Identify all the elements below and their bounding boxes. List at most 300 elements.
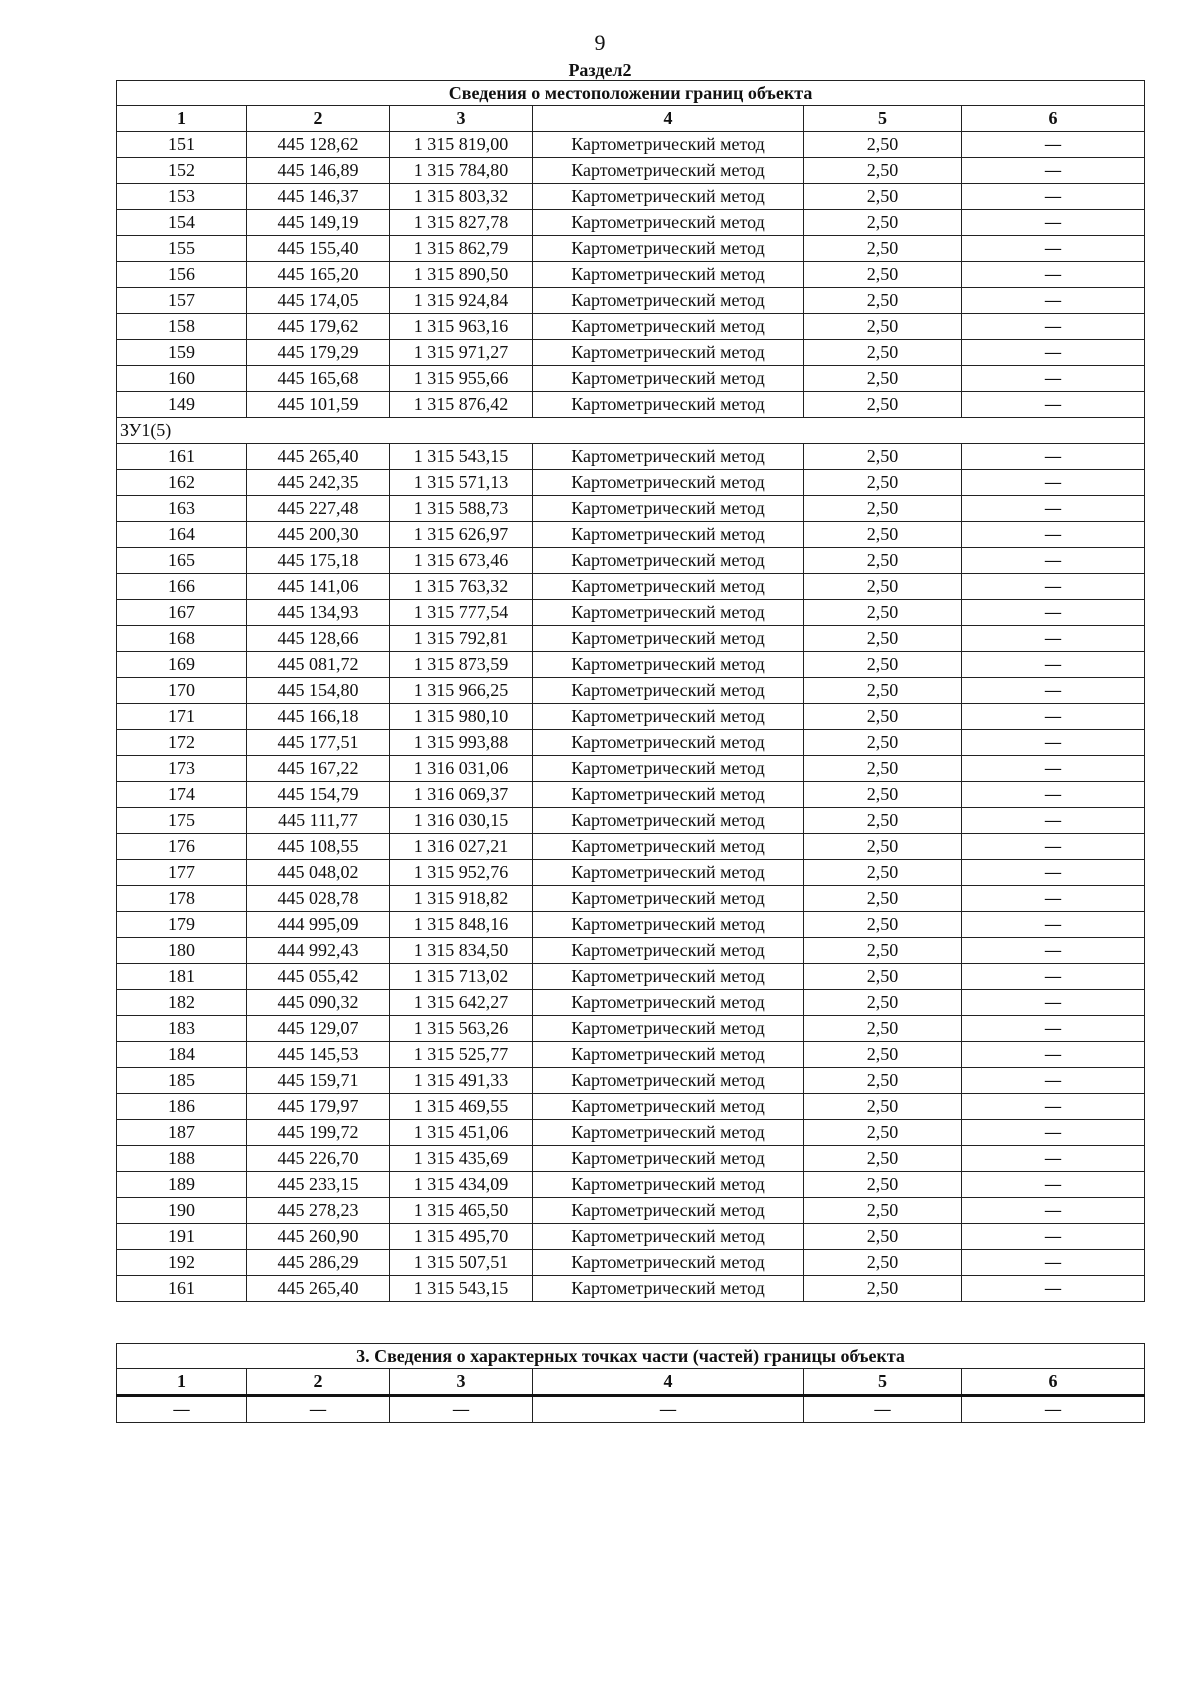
table-cell-col-3: 1 315 890,50 (390, 262, 533, 288)
table-cell-col-3: 1 315 626,97 (390, 522, 533, 548)
table-cell-col-3: 1 315 993,88 (390, 730, 533, 756)
table-cell-col-2: 445 128,62 (247, 132, 390, 158)
table-cell-col-3: 1 315 971,27 (390, 340, 533, 366)
table-row (117, 496, 1145, 522)
table-cell-col-3: 1 315 777,54 (390, 600, 533, 626)
table-cell-col-2: 445 179,62 (247, 314, 390, 340)
table-cell-col-3: 1 315 563,26 (390, 1016, 533, 1042)
table-row (117, 210, 1145, 236)
table-cell-col-6: — (962, 158, 1145, 184)
table-cell-col-5: 2,50 (804, 470, 962, 496)
table-row (117, 964, 1145, 990)
table-cell-col-4: Картометрический метод (533, 886, 804, 912)
table-cell-col-5: 2,50 (804, 288, 962, 314)
table-cell-col-5: 2,50 (804, 808, 962, 834)
column-header-4: 4 (533, 1369, 804, 1396)
table-cell-col-5: 2,50 (804, 158, 962, 184)
table-row (117, 184, 1145, 210)
table-cell-col-1: 169 (117, 652, 247, 678)
table-row (117, 1042, 1145, 1068)
table-cell-col-2: 445 174,05 (247, 288, 390, 314)
table-row (117, 1198, 1145, 1224)
table-cell-col-3: 1 315 543,15 (390, 1276, 533, 1302)
table-row (117, 938, 1145, 964)
table-cell-col-3: 1 315 713,02 (390, 964, 533, 990)
table-cell-col-6: — (962, 210, 1145, 236)
table-cell-col-3: — (390, 1396, 533, 1423)
table-cell-col-3: 1 315 491,33 (390, 1068, 533, 1094)
table-cell-col-6: — (962, 392, 1145, 418)
table-cell-col-6: — (962, 964, 1145, 990)
part-points-table (116, 1343, 1145, 1423)
table-cell-col-4: Картометрический метод (533, 548, 804, 574)
table-cell-col-1: 165 (117, 548, 247, 574)
table-caption: 3. Сведения о характерных точках части (частей) границы объекта (117, 1344, 1145, 1369)
table-cell-col-6: — (962, 756, 1145, 782)
table-cell-col-4: Картометрический метод (533, 1120, 804, 1146)
table-cell-col-5: 2,50 (804, 340, 962, 366)
table-cell-col-1: 160 (117, 366, 247, 392)
table-cell-col-2: 445 159,71 (247, 1068, 390, 1094)
table-cell-col-3: 1 315 924,84 (390, 288, 533, 314)
table-cell-col-3: 1 315 465,50 (390, 1198, 533, 1224)
table-cell-col-5: 2,50 (804, 496, 962, 522)
table-cell-col-4: Картометрический метод (533, 574, 804, 600)
table-cell-col-2: 445 145,53 (247, 1042, 390, 1068)
table-cell-col-4: Картометрический метод (533, 990, 804, 1016)
table-cell-col-2: 445 265,40 (247, 444, 390, 470)
table-cell-col-6: — (962, 522, 1145, 548)
column-header-6: 6 (962, 106, 1145, 132)
table-cell-col-2: 444 995,09 (247, 912, 390, 938)
table-cell-col-5: 2,50 (804, 1094, 962, 1120)
table-cell-col-6: — (962, 834, 1145, 860)
table-cell-col-4: Картометрический метод (533, 444, 804, 470)
table-cell-col-4: — (533, 1396, 804, 1423)
table-cell-col-6: — (962, 912, 1145, 938)
table-cell-col-6: — (962, 132, 1145, 158)
column-header-4: 4 (533, 106, 804, 132)
table-cell-col-3: 1 315 784,80 (390, 158, 533, 184)
table-cell-col-6: — (962, 470, 1145, 496)
table-row (117, 340, 1145, 366)
table-cell-col-2: 445 233,15 (247, 1172, 390, 1198)
table-cell-col-6: — (962, 1250, 1145, 1276)
table-cell-col-5: 2,50 (804, 1250, 962, 1276)
table-cell-col-1: 152 (117, 158, 247, 184)
table-cell-col-6: — (962, 886, 1145, 912)
table-cell-col-3: 1 315 876,42 (390, 392, 533, 418)
table-cell-col-6: — (962, 184, 1145, 210)
table-cell-col-3: 1 315 918,82 (390, 886, 533, 912)
table-cell-col-5: 2,50 (804, 1276, 962, 1302)
table-cell-col-3: 1 315 803,32 (390, 184, 533, 210)
table-cell-col-5: 2,50 (804, 652, 962, 678)
table-row (117, 860, 1145, 886)
table-cell-col-4: Картометрический метод (533, 938, 804, 964)
table-cell-col-5: 2,50 (804, 678, 962, 704)
table-cell-col-6: — (962, 548, 1145, 574)
table-cell-col-1: 164 (117, 522, 247, 548)
table-cell-col-4: Картометрический метод (533, 210, 804, 236)
table-cell-col-5: 2,50 (804, 860, 962, 886)
table-row (117, 990, 1145, 1016)
table-cell-col-1: 157 (117, 288, 247, 314)
table-cell-col-4: Картометрический метод (533, 184, 804, 210)
table-cell-col-2: 445 141,06 (247, 574, 390, 600)
table-cell-col-1: 151 (117, 132, 247, 158)
table-cell-col-5: 2,50 (804, 1016, 962, 1042)
table-row (117, 366, 1145, 392)
table-cell-col-6: — (962, 444, 1145, 470)
table-cell-col-5: 2,50 (804, 730, 962, 756)
table-cell-col-2: 445 260,90 (247, 1224, 390, 1250)
table-cell-col-4: Картометрический метод (533, 730, 804, 756)
table-cell-col-1: 183 (117, 1016, 247, 1042)
table-row (117, 1146, 1145, 1172)
table-cell-col-1: 179 (117, 912, 247, 938)
table-cell-col-2: 445 146,89 (247, 158, 390, 184)
table-row (117, 912, 1145, 938)
table-cell-col-3: 1 315 435,69 (390, 1146, 533, 1172)
table-cell-col-1: 167 (117, 600, 247, 626)
table-cell-col-6: — (962, 938, 1145, 964)
table-cell-col-4: Картометрический метод (533, 366, 804, 392)
table-row (117, 1120, 1145, 1146)
table-cell-col-3: 1 315 862,79 (390, 236, 533, 262)
table-cell-col-5: 2,50 (804, 886, 962, 912)
table-cell-col-6: — (962, 314, 1145, 340)
page-number: 9 (594, 30, 606, 55)
table-cell-col-1: 156 (117, 262, 247, 288)
table-cell-col-4: Картометрический метод (533, 236, 804, 262)
table-cell-col-2: 445 048,02 (247, 860, 390, 886)
table-cell-col-3: 1 315 673,46 (390, 548, 533, 574)
column-header-3: 3 (390, 106, 533, 132)
table-cell-col-3: 1 315 642,27 (390, 990, 533, 1016)
table-cell-col-4: Картометрический метод (533, 600, 804, 626)
table-row (117, 1016, 1145, 1042)
table-cell-col-2: 445 155,40 (247, 236, 390, 262)
table-cell-col-1: 175 (117, 808, 247, 834)
table-cell-col-5: 2,50 (804, 756, 962, 782)
table-cell-col-1: 191 (117, 1224, 247, 1250)
table-row (117, 1094, 1145, 1120)
table-row (117, 1276, 1145, 1302)
table-cell-col-4: Картометрический метод (533, 1224, 804, 1250)
table-cell-col-5: 2,50 (804, 626, 962, 652)
column-header-5: 5 (804, 1369, 962, 1396)
table-cell-col-1: 172 (117, 730, 247, 756)
table-cell-col-6: — (962, 574, 1145, 600)
table-cell-col-5: 2,50 (804, 574, 962, 600)
table-row (117, 1396, 1145, 1423)
table-cell-col-5: 2,50 (804, 912, 962, 938)
table-cell-col-6: — (962, 1224, 1145, 1250)
column-header-6: 6 (962, 1369, 1145, 1396)
group-label-row (117, 418, 1145, 444)
table-cell-col-2: 445 165,20 (247, 262, 390, 288)
table-cell-col-2: 444 992,43 (247, 938, 390, 964)
table-cell-col-1: 181 (117, 964, 247, 990)
table-cell-col-2: 445 028,78 (247, 886, 390, 912)
table-cell-col-3: 1 316 031,06 (390, 756, 533, 782)
table-cell-col-5: 2,50 (804, 1042, 962, 1068)
table-cell-col-1: 154 (117, 210, 247, 236)
table-row (117, 288, 1145, 314)
table-cell-col-6: — (962, 1120, 1145, 1146)
table-cell-col-5: 2,50 (804, 704, 962, 730)
table-cell-col-2: 445 265,40 (247, 1276, 390, 1302)
table-cell-col-1: 185 (117, 1068, 247, 1094)
table-cell-col-4: Картометрический метод (533, 704, 804, 730)
table-row (117, 1224, 1145, 1250)
table-cell-col-4: Картометрический метод (533, 496, 804, 522)
table-cell-col-2: 445 179,29 (247, 340, 390, 366)
table-cell-col-3: 1 316 069,37 (390, 782, 533, 808)
table-cell-col-4: Картометрический метод (533, 1146, 804, 1172)
table-cell-col-1: 174 (117, 782, 247, 808)
table-cell-col-6: — (962, 1068, 1145, 1094)
table-cell-col-3: 1 315 966,25 (390, 678, 533, 704)
table-row (117, 782, 1145, 808)
table-cell-col-4: Картометрический метод (533, 340, 804, 366)
table-cell-col-3: 1 315 588,73 (390, 496, 533, 522)
table-cell-col-2: 445 111,77 (247, 808, 390, 834)
table-cell-col-3: 1 316 030,15 (390, 808, 533, 834)
table-row (117, 444, 1145, 470)
table-cell-col-2: 445 166,18 (247, 704, 390, 730)
table-cell-col-2: 445 286,29 (247, 1250, 390, 1276)
table-cell-col-5: 2,50 (804, 1146, 962, 1172)
table-cell-col-1: 178 (117, 886, 247, 912)
table-row (117, 1068, 1145, 1094)
table-cell-col-4: Картометрический метод (533, 470, 804, 496)
table-cell-col-5: 2,50 (804, 1198, 962, 1224)
table-cell-col-6: — (962, 262, 1145, 288)
table-cell-col-4: Картометрический метод (533, 912, 804, 938)
table-cell-col-1: 180 (117, 938, 247, 964)
table-cell-col-5: 2,50 (804, 1120, 962, 1146)
table-cell-col-4: Картометрический метод (533, 782, 804, 808)
table-cell-col-4: Картометрический метод (533, 132, 804, 158)
table-cell-col-6: — (962, 1042, 1145, 1068)
table-cell-col-5: 2,50 (804, 782, 962, 808)
column-header-1: 1 (117, 106, 247, 132)
table-cell-col-1: 190 (117, 1198, 247, 1224)
table-cell-col-6: — (962, 652, 1145, 678)
table-caption: Сведения о местоположении границ объекта (117, 81, 1145, 106)
table-cell-col-5: 2,50 (804, 522, 962, 548)
table-cell-col-2: 445 146,37 (247, 184, 390, 210)
table-row (117, 704, 1145, 730)
table-cell-col-2: 445 154,79 (247, 782, 390, 808)
table-row (117, 158, 1145, 184)
table-cell-col-2: 445 129,07 (247, 1016, 390, 1042)
column-header-1: 1 (117, 1369, 247, 1396)
table-cell-col-2: 445 090,32 (247, 990, 390, 1016)
table-cell-col-2: 445 165,68 (247, 366, 390, 392)
table-cell-col-4: Картометрический метод (533, 860, 804, 886)
table-cell-col-4: Картометрический метод (533, 834, 804, 860)
table-cell-col-1: 162 (117, 470, 247, 496)
table-cell-col-2: 445 154,80 (247, 678, 390, 704)
table-row (117, 314, 1145, 340)
table-cell-col-3: 1 315 763,32 (390, 574, 533, 600)
table-cell-col-6: — (962, 990, 1145, 1016)
table-cell-col-4: Картометрический метод (533, 1172, 804, 1198)
table-cell-col-6: — (962, 626, 1145, 652)
table-cell-col-6: — (962, 730, 1145, 756)
table-cell-col-6: — (962, 1396, 1145, 1423)
table-cell-col-4: Картометрический метод (533, 626, 804, 652)
table-row (117, 834, 1145, 860)
table-row (117, 756, 1145, 782)
table-cell-col-4: Картометрический метод (533, 1094, 804, 1120)
table-cell-col-4: Картометрический метод (533, 158, 804, 184)
table-cell-col-6: — (962, 782, 1145, 808)
table-cell-col-6: — (962, 366, 1145, 392)
table-cell-col-1: 149 (117, 392, 247, 418)
table-cell-col-4: Картометрический метод (533, 964, 804, 990)
table-cell-col-5: 2,50 (804, 548, 962, 574)
table-row (117, 678, 1145, 704)
table-row (117, 652, 1145, 678)
table-cell-col-3: 1 315 434,09 (390, 1172, 533, 1198)
table-row (117, 392, 1145, 418)
table-cell-col-1: 171 (117, 704, 247, 730)
table-row (117, 730, 1145, 756)
table-cell-col-6: — (962, 1146, 1145, 1172)
table-cell-col-2: 445 167,22 (247, 756, 390, 782)
table-cell-col-6: — (962, 860, 1145, 886)
table-cell-col-2: 445 226,70 (247, 1146, 390, 1172)
table-cell-col-2: 445 128,66 (247, 626, 390, 652)
table-cell-col-2: 445 101,59 (247, 392, 390, 418)
table-cell-col-4: Картометрический метод (533, 262, 804, 288)
table-cell-col-3: 1 315 571,13 (390, 470, 533, 496)
table-cell-col-5: 2,50 (804, 600, 962, 626)
table-cell-col-3: 1 315 507,51 (390, 1250, 533, 1276)
boundary-location-table (116, 80, 1145, 1302)
table-cell-col-3: 1 315 525,77 (390, 1042, 533, 1068)
table-cell-col-4: Картометрический метод (533, 756, 804, 782)
table-cell-col-2: 445 055,42 (247, 964, 390, 990)
table-row (117, 600, 1145, 626)
table-cell-col-2: 445 199,72 (247, 1120, 390, 1146)
table-cell-col-2: — (247, 1396, 390, 1423)
table-cell-col-3: 1 315 792,81 (390, 626, 533, 652)
table-cell-col-3: 1 315 963,16 (390, 314, 533, 340)
table-cell-col-1: 173 (117, 756, 247, 782)
table-cell-col-1: 188 (117, 1146, 247, 1172)
table-row (117, 262, 1145, 288)
table-cell-col-6: — (962, 600, 1145, 626)
table-cell-col-3: 1 315 819,00 (390, 132, 533, 158)
table-cell-col-4: Картометрический метод (533, 678, 804, 704)
table-cell-col-5: 2,50 (804, 1068, 962, 1094)
table-row (117, 236, 1145, 262)
table-row (117, 470, 1145, 496)
table-cell-col-4: Картометрический метод (533, 1042, 804, 1068)
table-cell-col-1: 176 (117, 834, 247, 860)
table-cell-col-2: 445 134,93 (247, 600, 390, 626)
table-cell-col-4: Картометрический метод (533, 1016, 804, 1042)
table-cell-col-2: 445 200,30 (247, 522, 390, 548)
table-cell-col-2: 445 278,23 (247, 1198, 390, 1224)
table-row (117, 626, 1145, 652)
table-cell-col-5: 2,50 (804, 210, 962, 236)
table-cell-col-6: — (962, 1172, 1145, 1198)
table-cell-col-1: 170 (117, 678, 247, 704)
table-cell-col-5: 2,50 (804, 1224, 962, 1250)
table-row (117, 1250, 1145, 1276)
table-cell-col-5: 2,50 (804, 834, 962, 860)
table-cell-col-5: 2,50 (804, 236, 962, 262)
table-cell-col-6: — (962, 1276, 1145, 1302)
table-cell-col-3: 1 315 543,15 (390, 444, 533, 470)
table-cell-col-4: Картометрический метод (533, 392, 804, 418)
table-cell-col-6: — (962, 496, 1145, 522)
table-cell-col-1: 161 (117, 1276, 247, 1302)
column-header-2: 2 (247, 106, 390, 132)
column-header-2: 2 (247, 1369, 390, 1396)
table-cell-col-6: — (962, 1094, 1145, 1120)
table-cell-col-6: — (962, 340, 1145, 366)
table-cell-col-4: Картометрический метод (533, 1276, 804, 1302)
table-cell-col-1: 161 (117, 444, 247, 470)
table-cell-col-4: Картометрический метод (533, 1068, 804, 1094)
column-header-5: 5 (804, 106, 962, 132)
table-cell-col-5: 2,50 (804, 392, 962, 418)
table-cell-col-2: 445 179,97 (247, 1094, 390, 1120)
table-cell-col-5: 2,50 (804, 444, 962, 470)
table-cell-col-6: — (962, 1016, 1145, 1042)
table-cell-col-4: Картометрический метод (533, 1198, 804, 1224)
table-cell-col-6: — (962, 1198, 1145, 1224)
table-row (117, 808, 1145, 834)
table-cell-col-5: 2,50 (804, 132, 962, 158)
table-cell-col-2: 445 227,48 (247, 496, 390, 522)
table-cell-col-3: 1 315 873,59 (390, 652, 533, 678)
table-cell-col-2: 445 175,18 (247, 548, 390, 574)
table-cell-col-2: 445 242,35 (247, 470, 390, 496)
table-cell-col-3: 1 315 495,70 (390, 1224, 533, 1250)
table-cell-col-1: 153 (117, 184, 247, 210)
section-title: Раздел2 (568, 60, 632, 80)
table-cell-col-4: Картометрический метод (533, 1250, 804, 1276)
table-cell-col-5: 2,50 (804, 990, 962, 1016)
table-cell-col-5: 2,50 (804, 1172, 962, 1198)
table-row (117, 1172, 1145, 1198)
table-cell-col-3: 1 315 451,06 (390, 1120, 533, 1146)
table-cell-col-6: — (962, 678, 1145, 704)
table-cell-col-6: — (962, 236, 1145, 262)
table-cell-col-5: 2,50 (804, 262, 962, 288)
table-cell-col-6: — (962, 288, 1145, 314)
table-cell-col-4: Картометрический метод (533, 288, 804, 314)
table-cell-col-1: 182 (117, 990, 247, 1016)
table-cell-col-6: — (962, 704, 1145, 730)
table-cell-col-3: 1 315 827,78 (390, 210, 533, 236)
table-cell-col-3: 1 316 027,21 (390, 834, 533, 860)
table-cell-col-5: 2,50 (804, 314, 962, 340)
table-row (117, 522, 1145, 548)
table-cell-col-1: 186 (117, 1094, 247, 1120)
table-cell-col-2: 445 177,51 (247, 730, 390, 756)
table-cell-col-1: 192 (117, 1250, 247, 1276)
table-cell-col-1: 168 (117, 626, 247, 652)
